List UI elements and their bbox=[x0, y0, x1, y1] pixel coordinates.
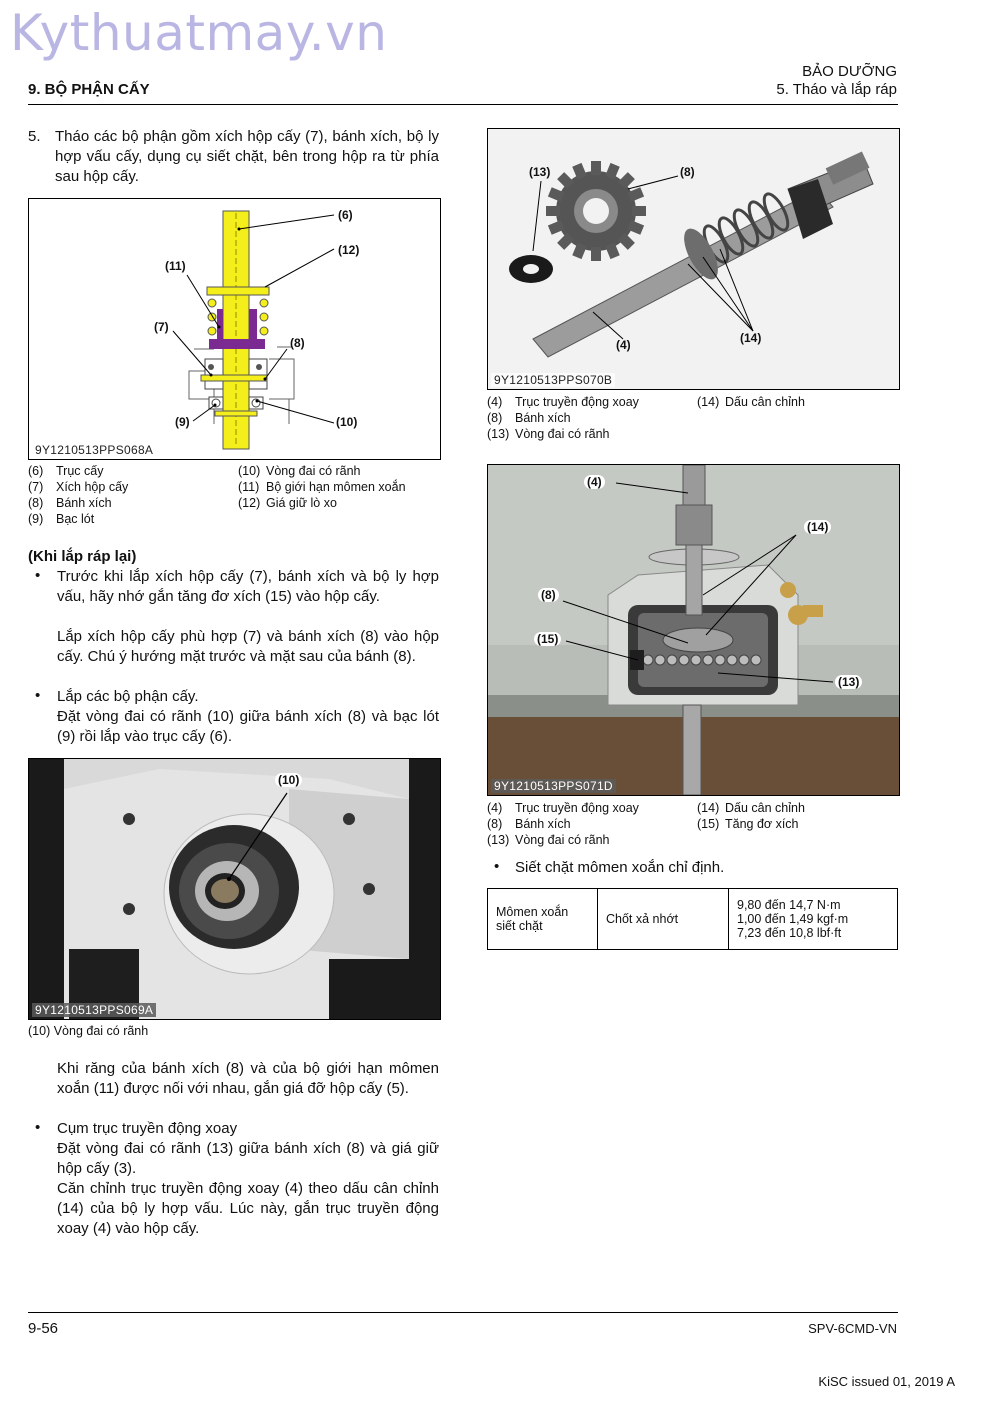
legend-item: (8) Bánh xích bbox=[487, 817, 571, 831]
callout-10: (10) bbox=[275, 773, 302, 787]
shaft-diagram-illustration bbox=[29, 199, 440, 459]
torque-item: Chốt xả nhớt bbox=[598, 889, 729, 950]
callout-13: (13) bbox=[529, 165, 551, 179]
gearbox-illustration bbox=[488, 465, 899, 795]
section-title: 9. BỘ PHẬN CẤY bbox=[28, 81, 150, 98]
callout-8: (8) bbox=[680, 165, 695, 179]
legend-item: (6) Trục cấy bbox=[28, 464, 104, 478]
torque-label: Mômen xoắn siết chặt bbox=[488, 889, 598, 950]
step-text: Tháo các bộ phận gồm xích hộp cấy (7), bánh xích, bộ ly hợp vấu cấy, dụng cụ siết chặt, bên trong hộp ra từ phía sau hộp cấy. bbox=[55, 128, 439, 185]
torque-value-nm: 9,80 đến 14,7 N·m bbox=[737, 898, 841, 912]
figure-shaft-parts-photo bbox=[487, 128, 900, 390]
document-code: SPV-6CMD-VN bbox=[808, 1321, 897, 1336]
callout-4: (4) bbox=[584, 475, 605, 489]
legend-item: (10) Vòng đai có rãnh bbox=[238, 464, 361, 478]
callout-12: (12) bbox=[338, 243, 360, 257]
callout-7: (7) bbox=[154, 320, 169, 334]
reassembly-bullet-2-detail: Đặt vòng đai có rãnh (10) giữa bánh xích (8) và bạc lót (9) rồi lắp vào trục cấy (6). bbox=[57, 708, 439, 745]
legend-item: (11) Bộ giới hạn mômen xoắn bbox=[238, 480, 406, 494]
callout-4: (4) bbox=[616, 338, 631, 352]
figure-legend-right bbox=[697, 800, 902, 832]
torque-instruction: Siết chặt mômen xoắn chỉ định. bbox=[515, 859, 725, 876]
callout-11: (11) bbox=[165, 259, 186, 273]
reassembly-bullet-1-detail: Lắp xích hộp cấy phù hợp (7) và bánh xích (8) vào hộp cấy. Chú ý hướng mặt trước và mặt sau của bánh (8). bbox=[57, 628, 439, 665]
figure-legend-left bbox=[28, 463, 233, 527]
rotary-shaft-text-2: Căn chỉnh trục truyền động xoay (4) theo dấu cân chỉnh (14) của bộ ly hợp vấu. Lúc này, gắn trục truyền động xoay (4) vào hộp cấy. bbox=[57, 1180, 439, 1237]
step-number: 5. bbox=[28, 128, 41, 145]
figure-shaft-diagram bbox=[28, 198, 441, 460]
bullet-dot: • bbox=[494, 858, 500, 875]
callout-8: (8) bbox=[538, 588, 559, 602]
figure-code: 9Y1210513PPS069A bbox=[32, 1003, 156, 1017]
torque-spec-table bbox=[487, 888, 898, 950]
issue-info: KiSC issued 01, 2019 A bbox=[818, 1374, 955, 1389]
callout-6: (6) bbox=[338, 208, 353, 222]
figure-legend-right bbox=[697, 394, 902, 410]
bullet-dot: • bbox=[35, 1119, 41, 1136]
legend-item: (4) Trục truyền động xoay bbox=[487, 801, 639, 815]
torque-value-kgfm: 1,00 đến 1,49 kgf·m bbox=[737, 912, 849, 926]
figure-housing-photo bbox=[28, 758, 441, 1020]
callout-14: (14) bbox=[804, 520, 831, 534]
chapter-title: BẢO DƯỠNG bbox=[802, 63, 897, 80]
legend-item: (13) Vòng đai có rãnh bbox=[487, 833, 610, 847]
bullet-rotary-shaft: Cụm trục truyền động xoay bbox=[57, 1120, 238, 1137]
legend-item: (13) Vòng đai có rãnh bbox=[487, 427, 610, 441]
legend-item: (14) Dấu cân chỉnh bbox=[697, 395, 805, 409]
callout-10: (10) bbox=[336, 415, 358, 429]
bullet-dot: • bbox=[35, 687, 41, 704]
subsection-title: 5. Tháo và lắp ráp bbox=[776, 81, 897, 98]
figure-legend-left bbox=[487, 800, 692, 848]
callout-14: (14) bbox=[740, 331, 762, 345]
legend-item: (4) Trục truyền động xoay bbox=[487, 395, 639, 409]
housing-photo-illustration bbox=[29, 759, 440, 1019]
torque-value-lbfft: 7,23 đến 10,8 lbf·ft bbox=[737, 926, 842, 940]
reassembly-heading: (Khi lắp ráp lại) bbox=[28, 548, 137, 565]
legend-item: (12) Giá giữ lò xo bbox=[238, 496, 337, 510]
legend-item: (7) Xích hộp cấy bbox=[28, 480, 129, 494]
torque-values bbox=[729, 889, 898, 950]
reassembly-bullet-1: Trước khi lắp xích hộp cấy (7), bánh xích và bộ ly hợp vấu, hãy nhớ gắn tăng đơ xích (15) vào hộp cấy. bbox=[57, 568, 439, 605]
figure-gearbox-photo bbox=[487, 464, 900, 796]
callout-15: (15) bbox=[534, 632, 561, 646]
figure-caption: (10) Vòng đai có rãnh bbox=[28, 1024, 149, 1038]
bullet-dot: • bbox=[35, 567, 41, 584]
legend-item: (14) Dấu cân chỉnh bbox=[697, 801, 805, 815]
header-divider bbox=[28, 104, 898, 105]
callout-9: (9) bbox=[175, 415, 190, 429]
watermark-logo: Kythuatmay.vn bbox=[10, 4, 388, 62]
legend-item: (8) Bánh xích bbox=[28, 496, 112, 510]
reassembly-bullet-2: Lắp các bộ phận cấy. bbox=[57, 688, 199, 705]
legend-item: (8) Bánh xích bbox=[487, 411, 571, 425]
footer-divider bbox=[28, 1312, 898, 1313]
callout-8: (8) bbox=[290, 336, 305, 350]
rotary-shaft-text-1: Đặt vòng đai có rãnh (13) giữa bánh xích (8) và giá giữ hộp cấy (3). bbox=[57, 1140, 439, 1177]
figure-code: 9Y1210513PPS068A bbox=[32, 443, 156, 457]
gear-mesh-text: Khi răng của bánh xích (8) và của bộ giới hạn mômen xoắn (11) được nối với nhau, gắn giá đỡ hộp cấy (5). bbox=[57, 1060, 439, 1097]
figure-code: 9Y1210513PPS070B bbox=[491, 373, 615, 387]
legend-item: (9) Bạc lót bbox=[28, 512, 95, 526]
figure-code: 9Y1210513PPS071D bbox=[491, 779, 616, 793]
figure-legend-right bbox=[238, 463, 443, 511]
callout-13: (13) bbox=[835, 675, 862, 689]
legend-item: (15) Tăng đơ xích bbox=[697, 817, 799, 831]
figure-legend-left bbox=[487, 394, 692, 442]
page-number: 9-56 bbox=[28, 1320, 59, 1337]
